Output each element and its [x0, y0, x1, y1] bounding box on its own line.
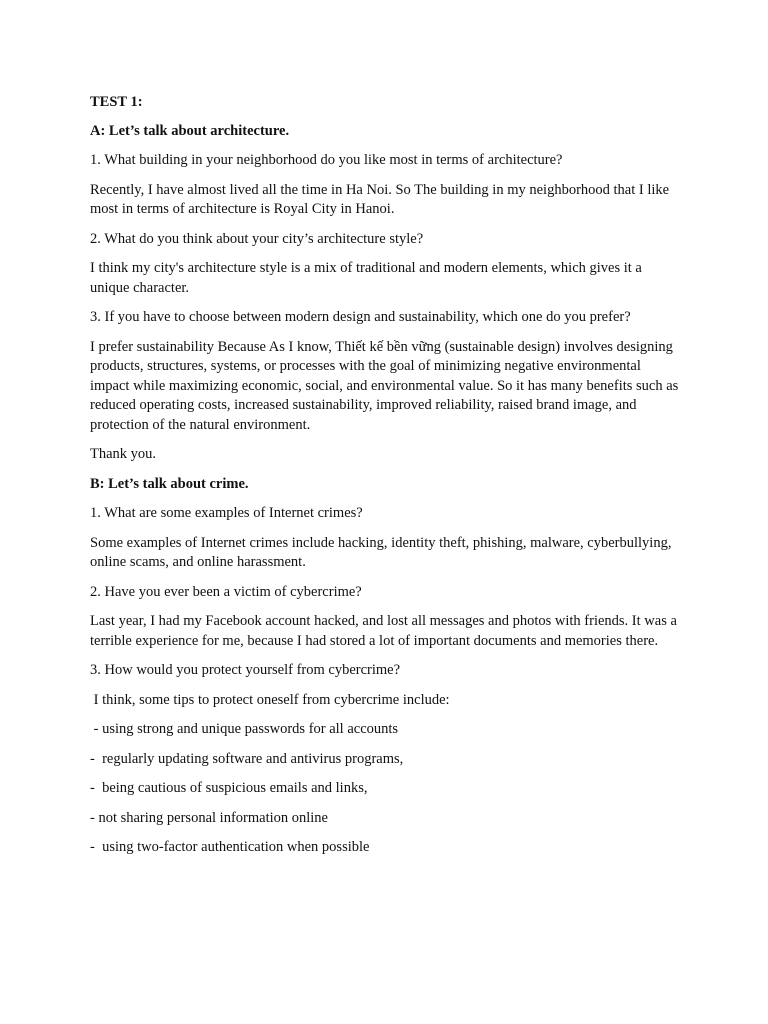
section-b-answer-1: Some examples of Internet crimes include hacking, identity theft, phishing, malware, cyberbullying, online scams, and online harassment. — [90, 534, 672, 570]
list-item: - regularly updating software and antivirus programs, — [90, 750, 404, 767]
list-item: - using two-factor authentication when possible — [90, 839, 370, 855]
section-a-answer-1: Recently, I have almost lived all the time in Ha Noi. So The building in my neighborhood that I like most in terms of architecture is Royal City in Hanoi. — [90, 181, 670, 217]
section-a-answer-3: I prefer sustainability Because As I know, Thiết kế bền vững (sustainable design) involves designing products, structures, systems, or processes with the goal of minimizing negative environmental impact while maximizing economic, social, and environmental value. So it has many benefits such as reduced operating costs, increased sustainability, improved reliability, raised brand image, and protection of the natural environment. — [90, 338, 679, 433]
section-b-question-1: 1. What are some examples of Internet crimes? — [90, 505, 363, 521]
section-a-question-3: 3. If you have to choose between modern design and sustainability, which one do you prefer? — [90, 309, 631, 325]
test-title: TEST 1: — [90, 94, 143, 110]
section-b-answer-3-intro: I think, some tips to protect oneself from cybercrime include: — [90, 691, 450, 708]
section-a-heading: A: Let’s talk about architecture. — [90, 122, 290, 139]
section-a-question-2: 2. What do you think about your city’s architecture style? — [90, 230, 424, 247]
section-a-answer-2: I think my city's architecture style is a mix of traditional and modern elements, which gives it a unique character. — [90, 260, 642, 296]
section-a-question-1: 1. What building in your neighborhood do you like most in terms of architecture? — [90, 152, 563, 168]
section-b-answer-2: Last year, I had my Facebook account hacked, and lost all messages and photos with friends. It was a terrible experience for me, because I had stored a lot of important documents and memories there. — [90, 613, 677, 649]
section-b-question-2: 2. Have you ever been a victim of cybercrime? — [90, 583, 362, 600]
section-b-question-3: 3. How would you protect yourself from cybercrime? — [90, 662, 401, 678]
section-b-heading: B: Let’s talk about crime. — [90, 475, 249, 492]
list-item: - being cautious of suspicious emails and links, — [90, 780, 368, 796]
document-page — [90, 93, 680, 868]
section-a-closing: Thank you. — [90, 446, 157, 462]
list-item: - using strong and unique passwords for all accounts — [90, 721, 399, 737]
list-item: - not sharing personal information online — [90, 809, 328, 826]
